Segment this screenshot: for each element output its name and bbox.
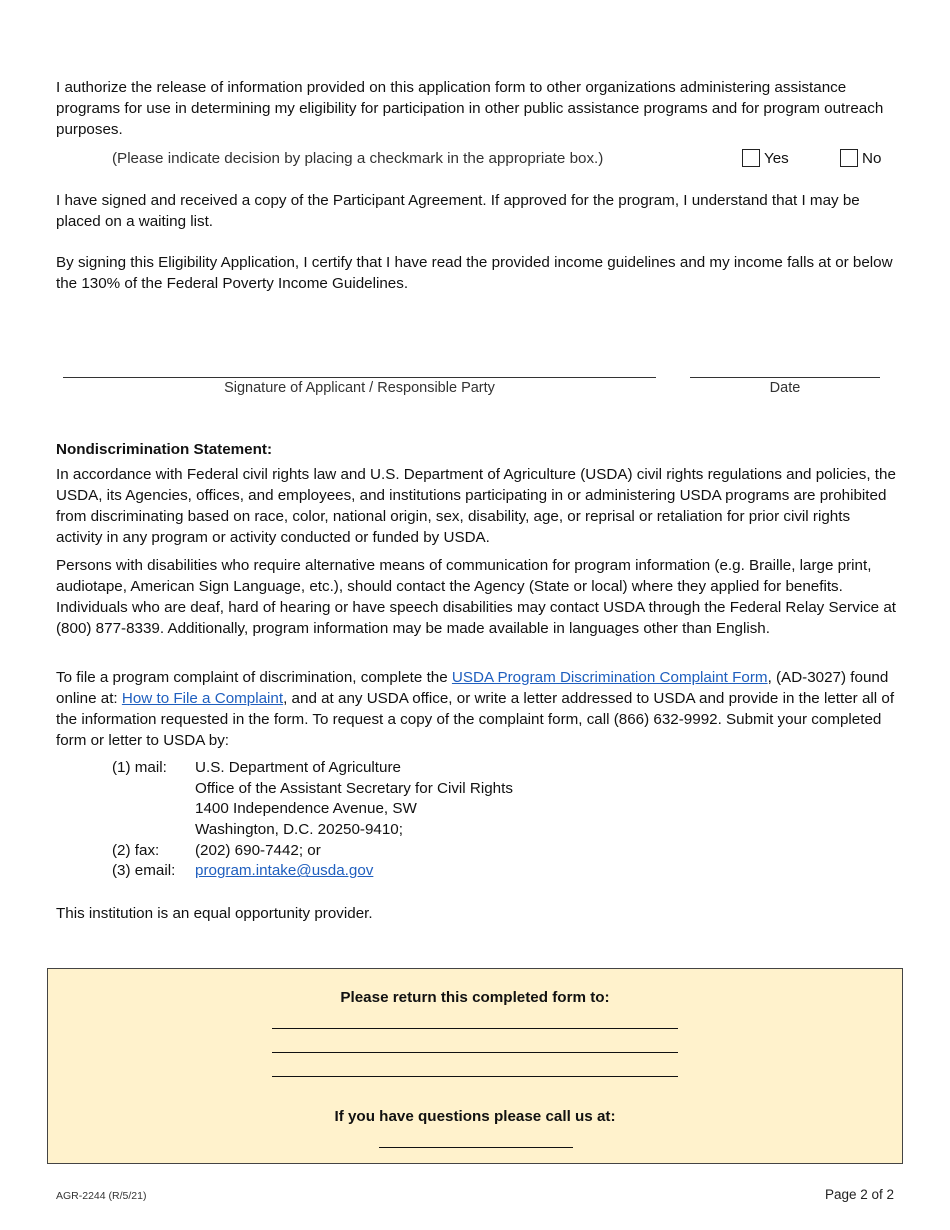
decision-instruction: (Please indicate decision by placing a checkmark in the appropriate box.) [112, 150, 604, 167]
no-checkbox[interactable] [840, 149, 858, 167]
agreement-text: I have signed and received a copy of the Participant Agreement. If approved for the program, I understand that I may be placed on a waiting list. [56, 192, 860, 230]
para3-text-a: To file a program complaint of discrimination, complete the [56, 669, 452, 686]
complaint-form-link[interactable]: USDA Program Discrimination Complaint Form [451, 669, 768, 686]
how-to-file-link[interactable]: How to File a Complaint [121, 690, 284, 707]
nondiscrimination-heading: Nondiscrimination Statement: [56, 441, 273, 458]
yes-label: Yes [764, 150, 789, 167]
para3-text-b: , (AD-3027) found online at: [56, 669, 889, 707]
email-link[interactable]: program.intake@usda.gov [195, 862, 374, 880]
signature-label: Signature of Applicant / Responsible Party [224, 380, 495, 396]
email-key: (3) email: [112, 862, 176, 880]
equal-opportunity-statement: This institution is an equal opportunity provider. [56, 905, 373, 922]
return-address-line-3[interactable] [272, 1076, 678, 1077]
no-label: No [862, 150, 882, 167]
para3-text-c: , and at any USDA office, or write a letter addressed to USDA and provide in the letter all of the information requested in the form. To request a copy of the complaint form, call (866) 632-9992. Submit your completed form or letter to USDA by: [56, 690, 895, 749]
mail-row-3 [112, 798, 712, 819]
authorization-decision-row [112, 148, 892, 170]
return-title: Please return this completed form to: [340, 989, 610, 1006]
nondiscrimination-para-1: In accordance with Federal civil rights law and U.S. Department of Agriculture (USDA) civil rights regulations and policies, the USDA, its Agencies, offices, and employees, and institutions participating in or administering USDA programs are prohibited from discriminating based on race, color, national origin, sex, disability, age, or reprisal or retaliation for prior civil rights activity in any program or activity conducted or funded by USDA. [56, 466, 896, 546]
form-id: AGR-2244 (R/5/21) [56, 1190, 147, 1202]
email-row [112, 860, 712, 881]
mail-row [112, 757, 712, 778]
page-number: Page 2 of 2 [824, 1187, 894, 1202]
nondiscrimination-para-3 [56, 667, 898, 751]
date-label: Date [769, 380, 801, 396]
fax-row [112, 840, 712, 861]
authorization-text: I authorize the release of information provided on this application form to other organizations administering assistance programs for use in determining my eligibility for participation in other public assistance programs and for program outreach purposes. [56, 79, 884, 138]
questions-title: If you have questions please call us at: [334, 1108, 616, 1125]
mail-row-4 [112, 819, 712, 840]
return-address-line-2[interactable] [272, 1052, 678, 1053]
mail-row-2 [112, 778, 712, 799]
mail-line-4: Washington, D.C. 20250-9410; [195, 821, 403, 839]
return-form-box [47, 968, 903, 1164]
contact-methods [112, 757, 712, 881]
fax-value: (202) 690-7442; or [195, 841, 321, 859]
phone-line[interactable] [379, 1147, 573, 1148]
nondiscrimination-para-2: Persons with disabilities who require alternative means of communication for program information (e.g. Braille, large print, audiotape, American Sign Language, etc.), should contact the Agency (State or local) where they applied for benefits. Individuals who are deaf, hard of hearing or have speech disabilities may contact USDA through the Federal Relay Service at (800) 877-8339. Additionally, program information may be made available in languages other than English. [56, 557, 896, 637]
mail-key: (1) mail: [112, 759, 167, 776]
yes-checkbox[interactable] [742, 149, 760, 167]
fax-key: (2) fax: [112, 841, 160, 859]
mail-line-2: Office of the Assistant Secretary for Civil Rights [195, 779, 513, 797]
certification-text: By signing this Eligibility Application, I certify that I have read the provided income guidelines and my income falls at or below the 130% of the Federal Poverty Income Guidelines. [56, 254, 893, 292]
mail-line-1: U.S. Department of Agriculture [195, 759, 401, 776]
mail-line-3: 1400 Independence Avenue, SW [195, 800, 417, 818]
return-address-line-1[interactable] [272, 1028, 678, 1029]
